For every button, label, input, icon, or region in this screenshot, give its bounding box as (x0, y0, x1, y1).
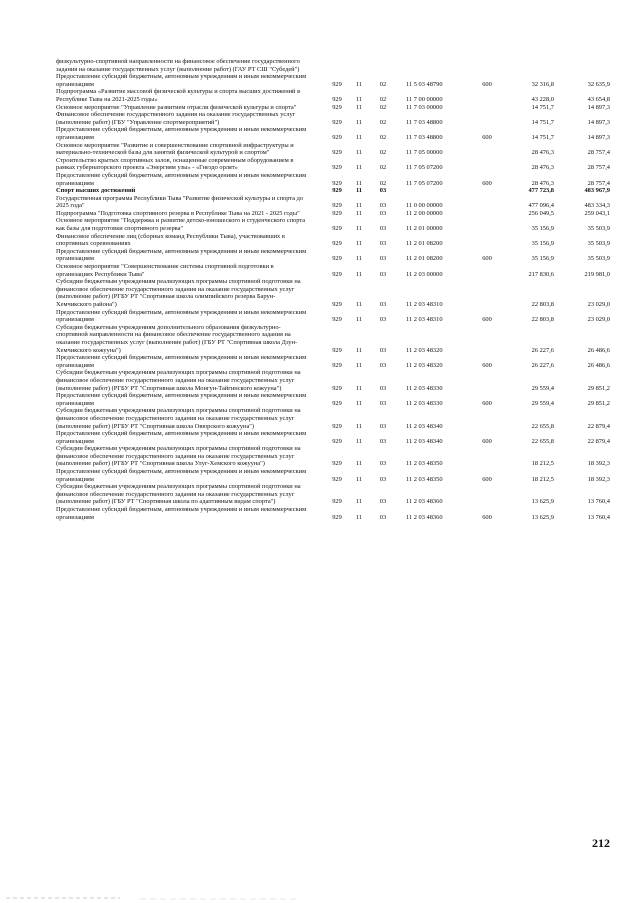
target-article-cell: 11 2 03 48320 (406, 346, 443, 354)
amount-year2-cell: 13 760,4 (587, 498, 610, 506)
amount-year2-cell: 28 757,4 (587, 179, 610, 187)
target-article-cell: 11 7 03 00000 (406, 103, 443, 111)
ministry-code-cell: 929 (332, 209, 342, 217)
item-name-cell: Финансовое обеспечение государственного задания на оказание государственных услуг (выполнение работ) (ГБУ "Управление спортмероприятий") (56, 111, 296, 126)
subsection-code-cell: 03 (379, 301, 387, 308)
section-code-cell: 11 (355, 164, 363, 172)
ministry-code-cell: 929 (332, 118, 342, 126)
target-article-cell: 11 2 03 48320 (406, 361, 443, 369)
section-code-cell: 11 (355, 118, 363, 126)
subsection-code-cell: 03 (379, 384, 387, 392)
amount-year2-cell: 483 967,9 (584, 187, 610, 195)
amount-year1-cell: 13 625,9 (531, 498, 554, 506)
subsection-code-cell: 03 (379, 202, 387, 210)
item-name-cell: Субсидии бюджетным учреждениям реализующих программы спортивной подготовки на финансовое обеспечение государственного задания на оказание государственных услуг (выполнение работ) (РГБУ РТ "Спортивная школа олимпийского резерва Барун-Хемчикского района") (56, 278, 301, 308)
section-code-cell: 11 (355, 346, 363, 354)
item-name-cell: Субсидии бюджетным учреждениям реализующих программы спортивной подготовки на финансовое обеспечение государственного задания на оказание государственных услуг (выполнение работ) (ГБУ РТ "Спортивная школа по адаптивным видам спорта") (56, 483, 301, 506)
subsection-code-cell: 03 (379, 437, 387, 445)
amount-year1-cell: 28 476,3 (531, 149, 554, 157)
section-code-cell: 11 (355, 301, 363, 308)
amount-year2-cell: 18 392,3 (587, 460, 610, 468)
item-name-cell: Предоставление субсидий бюджетным, автономным учреждениям и иным некоммерческим организациям (56, 506, 307, 521)
amount-year2-cell: 23 029,0 (587, 316, 610, 324)
amount-year1-cell: 477 096,4 (528, 202, 554, 210)
amount-year1-cell: 35 156,9 (531, 255, 554, 263)
item-name-cell: Предоставление субсидий бюджетным, автономным учреждениям и иным некоммерческим организациям (56, 126, 307, 141)
ministry-code-cell: 929 (332, 80, 342, 88)
amount-year2-cell: 35 503,9 (587, 240, 610, 248)
expense-type-cell: 600 (482, 255, 492, 263)
amount-year2-cell: 14 897,3 (587, 118, 610, 126)
section-code-cell: 11 (355, 240, 363, 248)
amount-year2-cell: 18 392,3 (587, 475, 610, 483)
amount-year1-cell: 28 476,3 (531, 179, 554, 187)
subsection-code-cell: 02 (379, 179, 387, 187)
table-row (56, 309, 616, 324)
amount-year2-cell: 14 897,3 (587, 133, 610, 141)
section-code-cell: 11 (355, 316, 363, 324)
section-code-cell: 11 (355, 255, 363, 263)
subsection-code-cell: 03 (379, 187, 387, 195)
table-row (56, 430, 616, 445)
ministry-code-cell: 929 (332, 399, 342, 407)
amount-year2-cell: 22 879,4 (587, 437, 610, 445)
subsection-code-cell: 03 (379, 270, 387, 278)
section-code-cell: 11 (355, 95, 363, 103)
subsection-code-cell: 03 (379, 513, 387, 521)
item-name-cell: Строительство крытых спортивных залов, оснащенные современным оборудованием в рамках губернаторского проекта «Энергиям узы» - «Гнездо орлят» (56, 156, 294, 172)
item-name-cell: Предоставление субсидий бюджетным, автономным учреждениям и иным некоммерческим организациям (56, 430, 307, 445)
section-code-cell: 11 (355, 475, 363, 483)
target-article-cell: 11 2 01 00000 (406, 225, 443, 233)
table-row (56, 126, 616, 141)
target-article-cell: 11 7 05 00000 (406, 149, 443, 157)
ministry-code-cell: 929 (332, 513, 342, 521)
amount-year2-cell: 29 851,2 (587, 399, 610, 407)
amount-year1-cell: 256 049,5 (528, 209, 554, 217)
subsection-code-cell: 03 (379, 498, 387, 506)
amount-year1-cell: 477 723,8 (528, 187, 554, 195)
section-code-cell: 11 (355, 460, 363, 468)
target-article-cell: 11 2 03 48330 (406, 384, 443, 392)
item-name-cell: Государственная программа Республики Тыва "Развитие физической культуры и спорта до 2025 года" (56, 194, 304, 210)
table-row (56, 172, 616, 187)
item-name-cell: Предоставление субсидий бюджетным, автономным учреждениям и иным некоммерческим организациям (56, 171, 307, 187)
subsection-code-cell: 02 (379, 103, 387, 111)
item-name-cell: Финансовое обеспечение лиц (сборных команд Республики Тыва), участвовавших в спортивных соревнованиях (56, 232, 285, 248)
amount-year1-cell: 29 559,4 (531, 384, 554, 392)
ministry-code-cell: 929 (332, 422, 342, 430)
item-name-cell: Подпрограмма «Развитие массовой физической культуры и спорта высших достижений в Республике Тыва на 2021-2025 годы» (56, 88, 301, 103)
table-row (56, 407, 616, 430)
section-code-cell: 11 (355, 498, 363, 506)
target-article-cell: 11 2 03 48310 (406, 316, 443, 324)
item-name-cell: Основное мероприятие "Управление развитием отрасли физической культуры и спорта" (56, 103, 297, 111)
amount-year1-cell: 26 227,6 (531, 361, 554, 369)
section-code-cell: 11 (355, 513, 363, 521)
subsection-code-cell: 02 (379, 164, 387, 172)
section-code-cell: 11 (355, 209, 363, 217)
section-code-cell: 11 (355, 187, 363, 195)
amount-year1-cell: 22 803,8 (531, 301, 554, 308)
item-name-cell: Основное мероприятие "Поддержка и развитие детско-юношеского и студенческого спорта как базы для подготовки спортивного резерва" (56, 217, 306, 233)
amount-year1-cell: 22 655,8 (531, 422, 554, 430)
table-row (56, 88, 616, 103)
table-row (56, 506, 616, 521)
subsection-code-cell: 02 (379, 118, 387, 126)
item-name-cell: Субсидии бюджетным учреждениям реализующих программы спортивной подготовки на финансовое обеспечение государственного задания на оказание государственных услуг (выполнение работ) (РГБУ РТ "Спортивная школа Улуг-Хемского кожууна") (56, 445, 301, 468)
item-name-cell: Предоставление субсидий бюджетным, автономным учреждениям и иным некоммерческим организациям (56, 247, 307, 263)
target-article-cell: 11 7 00 00000 (406, 95, 443, 103)
expense-type-cell: 600 (482, 80, 492, 88)
section-code-cell: 11 (355, 361, 363, 369)
table-row (56, 248, 616, 263)
expense-type-cell: 600 (482, 437, 492, 445)
item-name-cell: Предоставление субсидий бюджетным, автономным учреждениям и иным некоммерческим организациям (56, 392, 307, 407)
amount-year1-cell: 14 751,7 (531, 103, 554, 111)
amount-year1-cell: 28 476,3 (531, 164, 554, 172)
section-code-cell: 11 (355, 399, 363, 407)
amount-year2-cell: 35 503,9 (587, 225, 610, 233)
ministry-code-cell: 929 (332, 164, 342, 172)
amount-year1-cell: 22 803,8 (531, 316, 554, 324)
table-row (56, 263, 616, 278)
ministry-code-cell: 929 (332, 301, 342, 308)
amount-year2-cell: 28 757,4 (587, 149, 610, 157)
subsection-code-cell: 03 (379, 240, 387, 248)
target-article-cell: 11 2 03 48340 (406, 422, 443, 430)
amount-year2-cell: 35 503,9 (587, 255, 610, 263)
target-article-cell: 11 2 03 48310 (406, 301, 443, 308)
section-code-cell: 11 (355, 133, 363, 141)
subsection-code-cell: 02 (379, 149, 387, 157)
table-row (56, 195, 616, 210)
amount-year1-cell: 26 227,6 (531, 346, 554, 354)
ministry-code-cell: 929 (332, 437, 342, 445)
section-code-cell: 11 (355, 149, 363, 157)
target-article-cell: 11 2 03 48340 (406, 437, 443, 445)
expense-type-cell: 600 (482, 316, 492, 324)
table-row (56, 324, 616, 354)
amount-year2-cell: 14 897,3 (587, 103, 610, 111)
target-article-cell: 11 2 03 48330 (406, 399, 443, 407)
section-code-cell: 11 (355, 80, 363, 88)
amount-year1-cell: 43 228,0 (531, 95, 554, 103)
table-row (56, 210, 616, 218)
amount-year2-cell: 29 851,2 (587, 384, 610, 392)
amount-year2-cell: 32 635,9 (587, 80, 610, 88)
amount-year2-cell: 23 029,0 (587, 301, 610, 308)
table-row (56, 369, 616, 392)
table-row (56, 104, 616, 112)
subsection-code-cell: 03 (379, 209, 387, 217)
item-name-cell: Подпрограмма "Подготовка спортивного резерва в Республике Тыва на 2021 - 2025 годы" (56, 209, 300, 217)
ministry-code-cell: 929 (332, 149, 342, 157)
table-row (56, 468, 616, 483)
target-article-cell: 11 7 03 48800 (406, 118, 443, 126)
amount-year1-cell: 18 212,5 (531, 475, 554, 483)
table-row (56, 445, 616, 468)
item-name-cell: Предоставление субсидий бюджетным, автономным учреждениям и иным некоммерческим организациям (56, 354, 307, 369)
amount-year1-cell: 14 751,7 (531, 118, 554, 126)
target-article-cell: 11 2 03 00000 (406, 270, 443, 278)
ministry-code-cell: 929 (332, 202, 342, 210)
subsection-code-cell: 02 (379, 80, 387, 88)
table-row (56, 483, 616, 506)
item-name-cell: Предоставление субсидий бюджетным, автономным учреждениям и иным некоммерческим организациям (56, 308, 307, 324)
amount-year2-cell: 483 334,3 (584, 202, 610, 210)
item-name-cell: Субсидии бюджетным учреждениям реализующих программы спортивной подготовки на финансовое обеспечение государственного задания на оказание государственных услуг (выполнение работ) (РГБУ РТ "Спортивная школа Овюрского кожууна") (56, 407, 301, 430)
ministry-code-cell: 929 (332, 270, 342, 278)
table-row (56, 111, 616, 126)
table-row (56, 142, 616, 157)
ministry-code-cell: 929 (332, 384, 342, 392)
ministry-code-cell: 929 (332, 103, 342, 111)
ministry-code-cell: 929 (332, 133, 342, 141)
amount-year2-cell: 259 043,1 (584, 209, 610, 217)
section-code-cell: 11 (355, 225, 363, 233)
table-row (56, 392, 616, 407)
item-name-cell: Субсидии бюджетным учреждениям реализующих программы спортивной подготовки на финансовое обеспечение государственного задания на оказание государственных услуг (выполнение работ) (РГБУ РТ "Спортивная школа Монгун-Тайгинского кожууна") (56, 369, 301, 392)
section-code-cell: 11 (355, 179, 363, 187)
amount-year2-cell: 22 879,4 (587, 422, 610, 430)
amount-year2-cell: 43 654,8 (587, 95, 610, 103)
subsection-code-cell: 03 (379, 399, 387, 407)
expense-type-cell: 600 (482, 133, 492, 141)
ministry-code-cell: 929 (332, 346, 342, 354)
table-row (56, 157, 616, 172)
expense-type-cell: 600 (482, 179, 492, 187)
item-name-cell: Предоставление субсидий бюджетным, автономным учреждениям и иным некоммерческим организациям (56, 468, 307, 483)
table-row (56, 278, 616, 308)
ministry-code-cell: 929 (332, 255, 342, 263)
ministry-code-cell: 929 (332, 179, 342, 187)
target-article-cell: 11 5 03 48790 (406, 80, 443, 88)
amount-year2-cell: 13 760,4 (587, 513, 610, 521)
ministry-code-cell: 929 (332, 361, 342, 369)
target-article-cell: 11 7 05 07200 (406, 179, 443, 187)
subsection-code-cell: 02 (379, 133, 387, 141)
amount-year1-cell: 35 156,9 (531, 240, 554, 248)
scan-edge-marks (0, 894, 640, 903)
page-number: 212 (592, 836, 610, 850)
target-article-cell: 11 2 03 48350 (406, 460, 443, 468)
ministry-code-cell: 929 (332, 187, 342, 195)
target-article-cell: 11 2 03 48350 (406, 475, 443, 483)
item-name-cell: физкультурно-спортивной направленности на финансовое обеспечение государственного задания на оказание государственных услуг (выполнение работ) (ГАУ РТ СШ "Субедей") (56, 58, 300, 73)
amount-year1-cell: 217 830,6 (528, 270, 554, 278)
subsection-code-cell: 03 (379, 422, 387, 430)
item-name-cell: Спорт высших достижений (56, 187, 136, 195)
ministry-code-cell: 929 (332, 475, 342, 483)
section-code-cell: 11 (355, 422, 363, 430)
amount-year1-cell: 35 156,9 (531, 225, 554, 233)
section-code-cell: 11 (355, 384, 363, 392)
expense-type-cell: 600 (482, 361, 492, 369)
subsection-code-cell: 03 (379, 361, 387, 369)
subsection-code-cell: 03 (379, 255, 387, 263)
amount-year1-cell: 14 751,7 (531, 133, 554, 141)
amount-year1-cell: 22 655,8 (531, 437, 554, 445)
ministry-code-cell: 929 (332, 225, 342, 233)
ministry-code-cell: 929 (332, 460, 342, 468)
subsection-code-cell: 03 (379, 225, 387, 233)
ministry-code-cell: 929 (332, 240, 342, 248)
target-article-cell: 11 0 00 00000 (406, 202, 443, 210)
subsection-code-cell: 02 (379, 95, 387, 103)
amount-year1-cell: 32 316,8 (531, 80, 554, 88)
subsection-code-cell: 03 (379, 346, 387, 354)
table-row (56, 217, 616, 232)
item-name-cell: Основное мероприятие "Совершенствование системы спортивной подготовки в организациях Республики Тыва" (56, 263, 274, 278)
table-row (56, 354, 616, 369)
table-row (56, 73, 616, 88)
target-article-cell: 11 2 00 00000 (406, 209, 443, 217)
target-article-cell: 11 2 03 48360 (406, 513, 443, 521)
amount-year1-cell: 18 212,5 (531, 460, 554, 468)
amount-year1-cell: 13 625,9 (531, 513, 554, 521)
table-row (56, 233, 616, 248)
expense-type-cell: 600 (482, 475, 492, 483)
target-article-cell: 11 7 05 07200 (406, 164, 443, 172)
subsection-code-cell: 03 (379, 460, 387, 468)
table-row (56, 187, 616, 195)
target-article-cell: 11 2 01 08200 (406, 255, 443, 263)
target-article-cell: 11 7 03 48800 (406, 133, 443, 141)
expense-type-cell: 600 (482, 399, 492, 407)
section-code-cell: 11 (355, 437, 363, 445)
section-code-cell: 11 (355, 103, 363, 111)
amount-year2-cell: 28 757,4 (587, 164, 610, 172)
ministry-code-cell: 929 (332, 498, 342, 506)
amount-year2-cell: 26 486,6 (587, 346, 610, 354)
item-name-cell: Основное мероприятие "Развитие и совершенствование спортивной инфраструктуры и материально-технической базы для занятий физической культурой и спортом" (56, 141, 294, 157)
section-code-cell: 11 (355, 270, 363, 278)
amount-year1-cell: 29 559,4 (531, 399, 554, 407)
item-name-cell: Субсидии бюджетным учреждениям дополнительного образования физкультурно-спортивной направленности на финансовое обеспечение государственного задания на оказание государственных услуг (выполнение работ) (ГБУ РТ "Спортивная школа Дзун-Хемчикского кожууна") (56, 323, 298, 354)
ministry-code-cell: 929 (332, 95, 342, 103)
subsection-code-cell: 03 (379, 316, 387, 324)
item-name-cell: Предоставление субсидий бюджетным, автономным учреждениям и иным некоммерческим организациям (56, 73, 307, 88)
section-code-cell: 11 (355, 202, 363, 210)
amount-year2-cell: 219 981,0 (584, 270, 610, 278)
amount-year2-cell: 26 486,6 (587, 361, 610, 369)
target-article-cell: 11 2 01 08200 (406, 240, 443, 248)
ministry-code-cell: 929 (332, 316, 342, 324)
target-article-cell: 11 2 03 48360 (406, 498, 443, 506)
budget-table (56, 58, 616, 521)
subsection-code-cell: 03 (379, 475, 387, 483)
table-row (56, 58, 616, 73)
expense-type-cell: 600 (482, 513, 492, 521)
